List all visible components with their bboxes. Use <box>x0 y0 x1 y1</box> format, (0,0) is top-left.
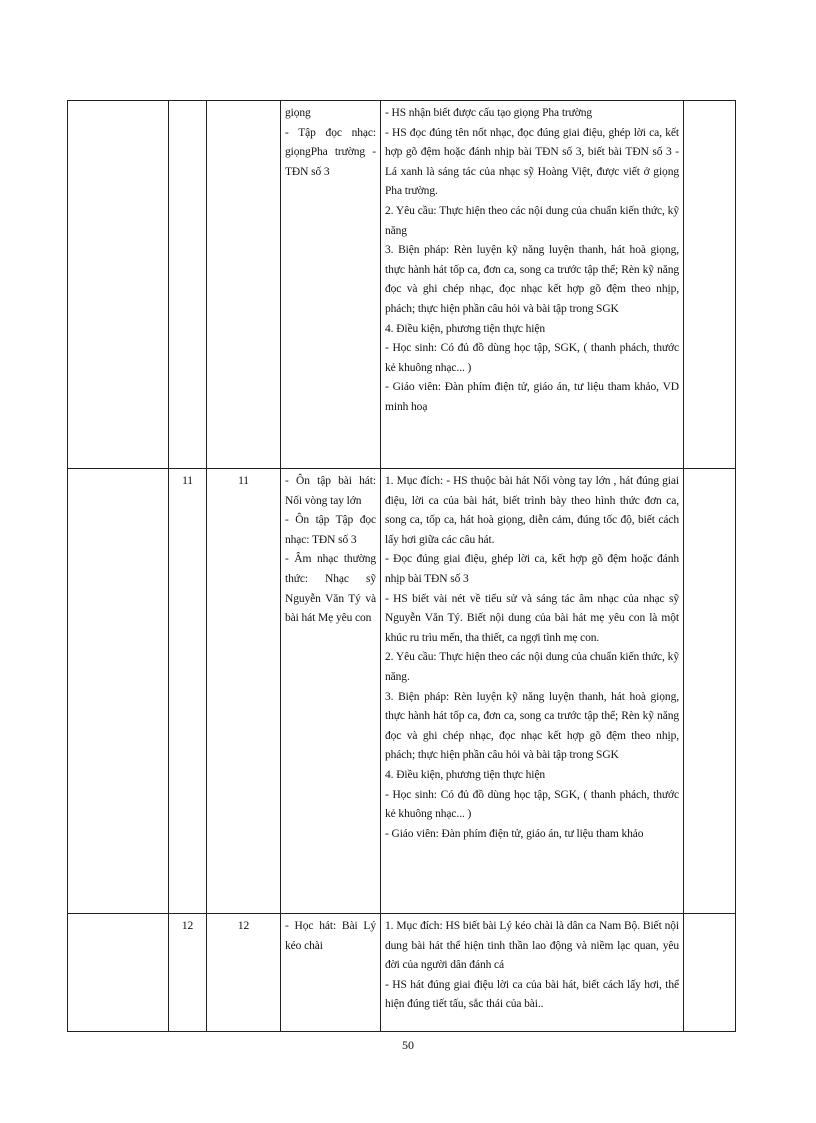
content-line: 1. Mục đích: HS biết bài Lý kéo chài là dân ca Nam Bộ. Biết nội dung bài hát thể hiện tinh thần lao động và niềm lạc quan, yêu đời của người dân đánh cá <box>385 920 679 972</box>
table-row <box>68 914 736 1032</box>
page-number: 50 <box>402 1038 414 1052</box>
period-cell: 12 <box>207 914 281 1032</box>
week-cell <box>169 101 207 469</box>
notes-cell <box>684 914 736 1032</box>
content-line: - Đọc đúng giai điệu, ghép lời ca, kết hợp gõ đệm hoặc đánh nhịp bài TĐN số 3 <box>385 553 679 585</box>
table-row <box>68 469 736 914</box>
content-line: 3. Biện pháp: Rèn luyện kỹ năng luyện thanh, hát hoà giọng, thực hành hát tốp ca, đơn ca, song ca trước tập thể; Rèn kỹ năng đọc và ghi chép nhạc, đọc nhạc kết hợp gõ đệm theo nhịp, phách; thực hiện phần câu hỏi và bài tập trong SGK <box>385 244 679 315</box>
content-line: - HS đọc đúng tên nốt nhạc, đọc đúng giai điệu, ghép lời ca, kết hợp gõ đệm hoặc đánh nhịp bài TĐN số 3, biết bài TĐN số 3 - Lá xanh là sáng tác của nhạc sỹ Hoàng Việt, được viết ở giọng Pha trường. <box>385 126 679 198</box>
lesson-line: - Học hát: Bài Lý kéo chài <box>285 920 376 952</box>
period-cell: 11 <box>207 469 281 914</box>
content-line: 4. Điều kiện, phương tiện thực hiện <box>385 768 546 781</box>
content-line: - Giáo viên: Đàn phím điện tử, giáo án, tư liệu tham khảo, VD minh hoạ <box>385 381 679 413</box>
content-line: 2. Yêu cầu: Thực hiện theo các nội dung của chuẩn kiến thức, kỹ năng <box>385 204 679 237</box>
blank-cell <box>68 914 169 1032</box>
lesson-line: - Tập đọc nhạc: giọngPha trường - TĐN số 3 <box>285 126 376 178</box>
content-line: - HS nhận biết được cấu tạo giọng Pha trường <box>385 107 593 119</box>
lesson-line: - Ôn tập bài hát: Nối vòng tay lớn <box>285 475 376 507</box>
content-cell <box>381 469 684 914</box>
table-row <box>68 101 736 469</box>
content-line: - Học sinh: Có đủ đồ dùng học tập, SGK, ( thanh phách, thước kẻ khuông nhạc... ) <box>385 342 679 374</box>
lesson-cell <box>281 101 381 469</box>
notes-cell <box>684 101 736 469</box>
content-line: 2. Yêu cầu: Thực hiện theo các nội dung của chuẩn kiến thức, kỹ năng. <box>385 651 679 683</box>
lesson-line: - Ôn tập Tập đọc nhạc: TĐN số 3 <box>285 514 376 546</box>
week-cell: 11 <box>169 469 207 914</box>
content-line: - Học sinh: Có đủ đồ dùng học tập, SGK, ( thanh phách, thước kẻ khuông nhạc... ) <box>385 788 679 821</box>
blank-cell <box>68 469 169 914</box>
lesson-line: - Âm nhạc thường thức: Nhạc sỹ Nguyễn Văn Tý và bài hát Mẹ yêu con <box>285 553 376 625</box>
content-line: - Giáo viên: Đàn phím điện tử, giáo án, tư liệu tham khảo <box>385 827 644 840</box>
content-line: 3. Biện pháp: Rèn luyện kỹ năng luyện thanh, hát hoà giọng, thực hành hát tốp ca, đơn ca, song ca trước tập thể; Rèn kỹ năng đọc và ghi chép nhạc, đọc nhạc kết hợp gõ đệm theo nhịp, phách; thực hiện phần câu hỏi và bài tập trong SGK <box>385 690 679 762</box>
content-line: - HS hát đúng giai điệu lời ca của bài hát, biết cách lấy hơi, thể hiện đúng tiết tấu, sắc thái của bài.. <box>385 978 679 1011</box>
content-line: 1. Mục đích: - HS thuộc bài hát Nối vòng tay lớn , hát đúng giai điệu, lời ca của bài hát, biết trình bày theo hình thức đơn ca, song ca, tốp ca, hát hoà giọng, diễn cảm, đúng tốc độ, biết cách lấy hơi giữa các câu hát. <box>385 475 679 546</box>
content-cell <box>381 914 684 1032</box>
lesson-plan-table <box>67 100 736 1032</box>
notes-cell <box>684 469 736 914</box>
period-cell <box>207 101 281 469</box>
lesson-line: giọng <box>285 107 311 119</box>
content-line: 4. Điều kiện, phương tiện thực hiện <box>385 322 546 335</box>
content-cell <box>381 101 684 469</box>
lesson-cell <box>281 914 381 1032</box>
content-line: - HS biết vài nét về tiểu sử và sáng tác âm nhạc của nhạc sỹ Nguyễn Văn Tý. Biết nội dung của bài hát mẹ yêu con là một khúc ru trìu mến, tha thiết, ca ngợi tình mẹ con. <box>385 592 679 644</box>
blank-cell <box>68 101 169 469</box>
lesson-cell <box>281 469 381 914</box>
week-cell: 12 <box>169 914 207 1032</box>
